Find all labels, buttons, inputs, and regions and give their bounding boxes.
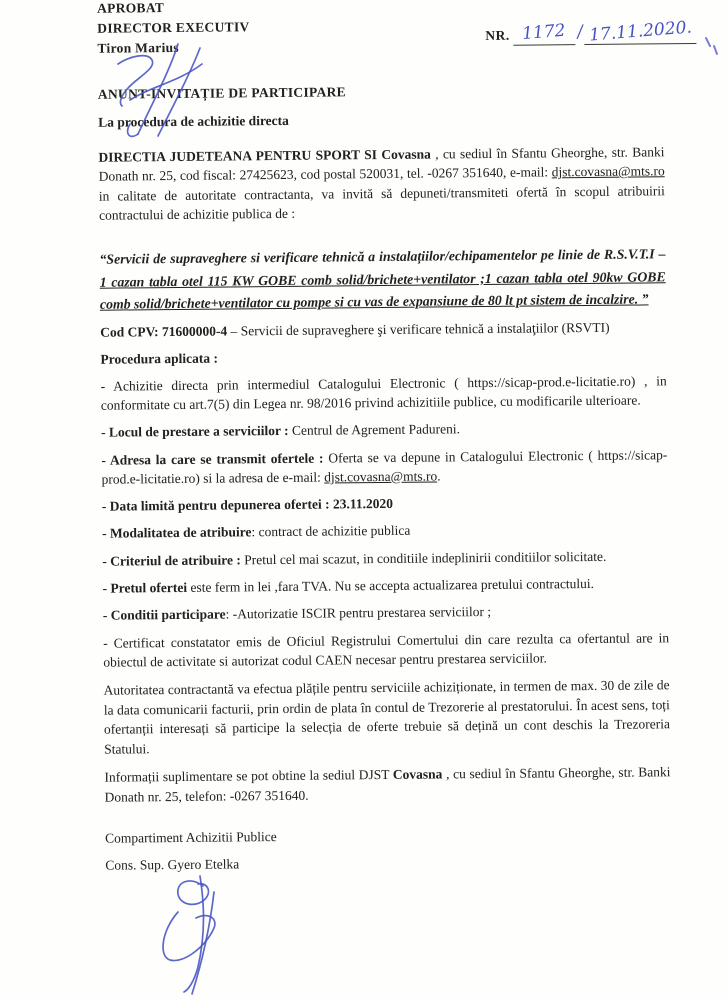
handwritten-slash: / <box>576 21 584 43</box>
info-text-2: , cu sediul în Sfantu Gheorghe, str. Banki Donath nr. 25, telefon: -0267 351640. <box>104 764 671 805</box>
intro-paragraph <box>98 142 665 225</box>
cpv-code: Cod CPV: 71600000-4 <box>100 323 228 340</box>
item-procedure: - Achizitie directa prin intermediul Catalogului Electronic ( https://sicap-prod.e-licitatie.ro) , in conformitate cu art.7(5) din Legea nr. 98/2016 privind achizitiile publice, cu modificarile ulterioare. <box>100 372 667 413</box>
item-certificate: - Certificat constatator emis de Oficiul Registrului Comertului din care rezulta ca ofertantul are in obiectul de activitate si autorizat codul CAEN necesar pentru prestarea serviciilor. <box>103 629 670 670</box>
item-participation-conditions <box>103 601 669 626</box>
info-county: Covasna <box>392 766 443 783</box>
item-award-method-label: - Modalitatea de atribuire <box>102 524 252 542</box>
authority-name: DIRECTIA JUDETEANA PENTRU SPORT SI Covasna <box>98 146 431 165</box>
contract-object-quote <box>99 243 666 316</box>
intro-text-1: , cu sediul în Sfantu Gheorghe, str. Banki Donath nr. 25, cod fiscal: 27425623, cod postal 520031, tel. -0267 351640, e-mail: <box>98 144 665 185</box>
registration-number-field <box>513 20 575 46</box>
cpv-description: – Servicii de supraveghere şi verificare tehnică a instalaţiilor (RSVTI) <box>227 319 610 339</box>
item-deadline-label: - Data limită pentru depunerea ofertei : 23.11.2020 <box>101 496 394 514</box>
item-offer-address-end: . <box>437 468 441 484</box>
director-name: Tiron Marius <box>97 39 180 56</box>
item-price <box>103 573 669 598</box>
item-price-label: - Pretul ofertei <box>102 579 188 596</box>
contract-object-underlined: 1 cazan tabla otel 115 KW GOBE comb solid/brichete+ventilator ;1 cazan tabla otel 90kw GOBE comb solid/brichete+ventilator cu pompe si cu vas de expansiune de 80 lt pt sistem de incalzire. ” <box>99 268 666 312</box>
item-award-criterion-value: Pretul cel mai scazut, in conditiile indeplinirii conditiilor solicitate. <box>240 548 607 568</box>
item-location-label: - Locul de prestare a serviciilor : <box>101 423 289 440</box>
item-price-value: este ferm in lei ,fara TVA. Nu se accepta actualizarea pretului contractului. <box>187 576 595 595</box>
payment-paragraph: Autoritatea contractantă va efectua plățile pentru serviciile achiziționate, in termen de max. 30 de zile de la data comunicarii facturii, prin ordin de plata în contul de Trezorerie al prestatorului. În acest sens, toți ofertanții interesați să participe la selecția de oferte trebuie să dețină un cont deschis la Trezoreria Statului. <box>103 677 671 757</box>
authority-email: djst.covasna@mts.ro <box>551 163 665 180</box>
intro-text-2: in calitate de autoritate contractanta, va invită să depuneti/transmiteti ofertă în scopul atribuirii contractului de achizitie publica de : <box>98 182 665 223</box>
info-text-1: Informații suplimentare se pot obtine la sediul DJST <box>104 767 393 785</box>
handwritten-number: 1172 <box>521 20 567 45</box>
item-location <box>101 418 667 443</box>
additional-info-paragraph <box>104 762 670 806</box>
item-award-method-value: : contract de achizitie publica <box>251 523 411 540</box>
approval-stamp-label: APROBAT <box>96 0 165 16</box>
procedure-heading: Procedura aplicata : <box>100 350 218 367</box>
signer-name: Cons. Sup. Gyero Etelka <box>105 856 240 873</box>
handwritten-date: 17.11.2020. <box>588 17 693 46</box>
item-award-criterion-label: - Criteriul de atribuire : <box>102 552 241 569</box>
cpv-line <box>100 317 666 341</box>
item-offer-address-text: Oferta se va depune in Catalogului Electronic ( https://sicap-prod.e-licitatie.ro) si la adresa de e-mail: <box>101 446 668 487</box>
officer-signature <box>148 872 258 998</box>
item-offer-address <box>101 445 667 489</box>
director-title: DIRECTOR EXECUTIV <box>97 19 250 36</box>
item-conditions-value: : -Autorizatie ISCIR pentru prestarea serviciilor ; <box>225 604 492 622</box>
item-location-value: Centrul de Agrement Padureni. <box>288 421 461 439</box>
document-content <box>96 0 693 875</box>
item-conditions-label: - Conditii participare <box>102 606 226 624</box>
item-offer-address-label: - Adresa la care se transmit ofertele : <box>101 450 324 468</box>
offer-email: djst.covasna@mts.ro <box>324 468 438 485</box>
item-deadline <box>102 491 668 516</box>
item-award-method <box>102 519 668 544</box>
registration-number-label: NR. <box>485 27 510 43</box>
registration-date-field <box>585 17 697 46</box>
document-subtitle: La procedura de achizitie directa <box>98 112 289 130</box>
document-title: ANUNT-INVITAȚIE DE PARTICIPARE <box>97 84 347 102</box>
item-award-criterion <box>102 546 668 571</box>
contract-object-lead: “Servicii de supraveghere si verificare tehnică a instalațiilor/echipamentelor pe linie de R.S.V.T.I – <box>99 246 666 267</box>
registration-number-block <box>485 17 697 46</box>
ink-mark <box>702 32 724 60</box>
department-label: Compartiment Achizitii Publice <box>104 829 277 846</box>
